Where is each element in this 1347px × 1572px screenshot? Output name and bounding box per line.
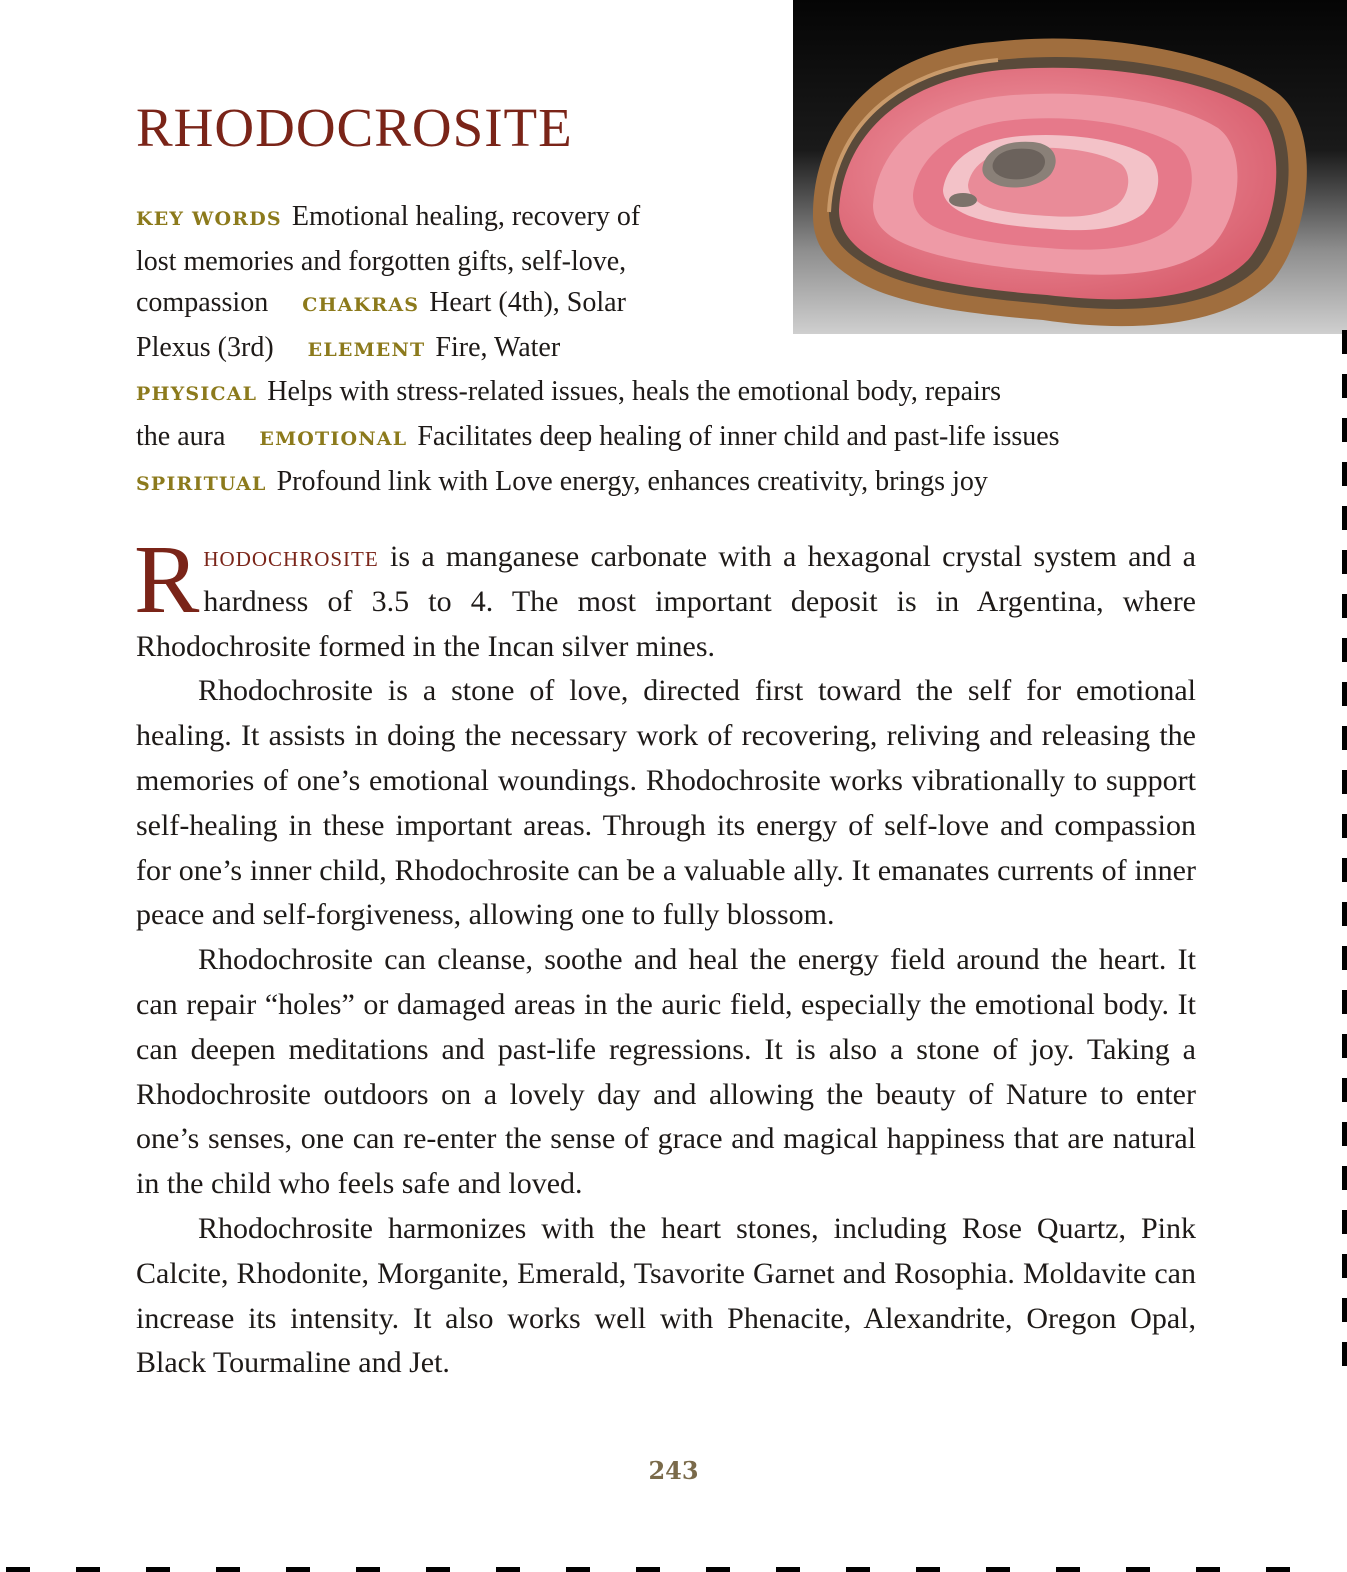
edge-tick: [1342, 462, 1347, 486]
edge-tick: [1342, 1298, 1347, 1322]
edge-tick: [496, 1567, 520, 1572]
physical-text: Helps with stress-related issues, heals the emotional body, repairs: [267, 376, 1002, 408]
edge-tick: [986, 1567, 1010, 1572]
edge-tick: [146, 1567, 170, 1572]
key-words-label: KEY WORDS: [136, 208, 282, 230]
edge-tick: [1126, 1567, 1150, 1572]
edge-tick: [1342, 1122, 1347, 1146]
edge-tick: [1342, 594, 1347, 618]
paragraph-4: Rhodochrosite harmonizes with the heart stones, including Rose Quartz, Pink Calcite, Rhodonite, Morganite, Emerald, Tsavorite Garnet and Rosophia. Moldavite can increase its intensity. It also works well with Phenacite, Alexandrite, Oregon Opal, Black Tourmaline and Jet.: [136, 1211, 1196, 1380]
right-edge-marks: [1341, 330, 1347, 1530]
edge-tick: [1342, 946, 1347, 970]
paragraph-2: Rhodochrosite is a stone of love, directed first toward the self for emotional healing. It assists in doing the necessary work of recovering, reliving and releasing the memories of one’s emotional woundings. Rhodochrosite works vibrationally to support self-healing in these important areas. Through its energy of self-love and compassion for one’s inner child, Rhodochrosite can be a valuable ally. It emanates currents of inner peace and self-forgiveness, allowing one to fully blossom.: [136, 674, 1196, 932]
meta-line-1: [136, 196, 1060, 241]
meta-line-3: [136, 282, 1060, 327]
edge-tick: [1342, 902, 1347, 926]
element-text: Fire, Water: [435, 331, 561, 363]
edge-tick: [1342, 1166, 1347, 1190]
edge-tick: [426, 1567, 450, 1572]
edge-tick: [1342, 638, 1347, 662]
key-words-text: compassion: [136, 287, 269, 319]
edge-tick: [1342, 726, 1347, 750]
physical-text: the aura: [136, 420, 226, 452]
edge-tick: [1342, 1254, 1347, 1278]
edge-tick: [1342, 1210, 1347, 1234]
page-number: 243: [648, 1456, 699, 1485]
edge-tick: [1342, 682, 1347, 706]
meta-line-5: [136, 371, 1060, 416]
edge-tick: [706, 1567, 730, 1572]
edge-tick: [1342, 1034, 1347, 1058]
edge-tick: [1342, 814, 1347, 838]
edge-tick: [1342, 1078, 1347, 1102]
edge-tick: [1342, 858, 1347, 882]
spiritual-text: Profound link with Love energy, enhances creativity, brings joy: [276, 465, 988, 497]
edge-tick: [1342, 550, 1347, 574]
chakras-text: Heart (4th), Solar: [429, 287, 626, 319]
edge-tick: [356, 1567, 380, 1572]
edge-tick: [1342, 330, 1347, 354]
edge-tick: [286, 1567, 310, 1572]
element-label: ELEMENT: [307, 338, 426, 361]
edge-tick: [6, 1567, 30, 1572]
chakras-text: Plexus (3rd): [136, 331, 274, 363]
meta-line-7: [136, 461, 1060, 506]
emotional-label: EMOTIONAL: [259, 427, 408, 450]
paragraph-3: Rhodochrosite can cleanse, soothe and heal the energy field around the heart. It can repair “holes” or damaged areas in the auric field, especially the emotional body. It can deepen meditations and past-life regressions. It is also a stone of joy. Taking a Rhodochrosite outdoors on a lovely day and allowing the beauty of Nature to enter one’s senses, one can re-enter the sense of grace and magical happiness that are natural in the child who feels safe and loved.: [136, 943, 1196, 1201]
meta-line-4: [136, 327, 1060, 372]
edge-tick: [566, 1567, 590, 1572]
edge-tick: [1056, 1567, 1080, 1572]
edge-tick: [1266, 1567, 1290, 1572]
meta-line-2: [136, 241, 1060, 283]
emotional-text: Facilitates deep healing of inner child and past-life issues: [417, 420, 1060, 452]
edge-tick: [1342, 506, 1347, 530]
paragraph-1: [134, 526, 1196, 669]
edge-tick: [216, 1567, 240, 1572]
edge-tick: [1196, 1567, 1220, 1572]
chakras-label: CHAKRAS: [302, 294, 420, 317]
edge-tick: [1342, 374, 1347, 398]
key-words-text: Emotional healing, recovery of: [291, 201, 641, 232]
bottom-edge-marks: [0, 1558, 1347, 1572]
stone-attributes: [136, 196, 1060, 505]
lead-in-smallcaps: hodochrosite: [203, 540, 379, 573]
edge-tick: [1342, 990, 1347, 1014]
edge-tick: [1342, 770, 1347, 794]
page-title: RHODOCROSITE: [136, 97, 573, 158]
key-words-text: lost memories and forgotten gifts, self-love,: [136, 245, 627, 277]
edge-tick: [846, 1567, 870, 1572]
physical-label: PHYSICAL: [136, 383, 258, 406]
meta-line-6: [136, 416, 1060, 461]
edge-tick: [1342, 418, 1347, 442]
paragraph-1-text: is a manganese carbonate with a hexagonal crystal system and a hardness of 3.5 to 4. The most important deposit is in Argentina, where Rhodochrosite formed in the Incan silver mines.: [136, 540, 1196, 663]
edge-tick: [76, 1567, 100, 1572]
edge-tick: [1342, 1342, 1347, 1366]
drop-cap: R: [134, 526, 200, 634]
edge-tick: [636, 1567, 660, 1572]
spiritual-label: SPIRITUAL: [136, 472, 267, 495]
edge-tick: [916, 1567, 940, 1572]
body-text: [134, 526, 1196, 1386]
edge-tick: [776, 1567, 800, 1572]
